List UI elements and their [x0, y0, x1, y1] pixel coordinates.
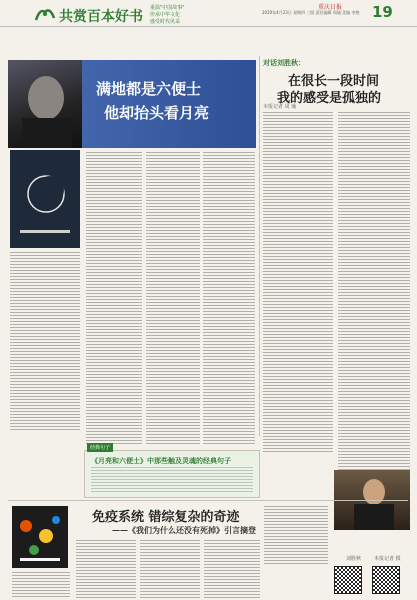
horizontal-divider: [8, 500, 408, 501]
feature-text-col-3: [146, 152, 200, 444]
quote-label: 经典句子: [87, 443, 113, 452]
quote-title: 《月亮和六便士》中那些触及灵魂的经典句子: [91, 456, 231, 465]
bottom-text-left: [12, 572, 70, 598]
book-cover-image: [10, 150, 80, 248]
interview-headline-1: 在很长一段时间: [288, 74, 380, 89]
bottom-text-col-1: [76, 540, 136, 598]
section-logo-text: 共赏百本好书: [59, 9, 143, 25]
logo-icon: [34, 6, 56, 22]
interview-headline-2: 我的感受是孤独的: [277, 91, 382, 106]
bottom-text-col-2: [140, 540, 200, 598]
section-subtitle-2: 传承中华文化: [150, 12, 181, 18]
masthead: 重庆日报: [318, 4, 343, 11]
photo-caption: 刘胜秋: [346, 556, 362, 562]
interview-text-col-2: [338, 112, 410, 472]
section-subtitle-1: 重温"中国故事": [150, 5, 185, 11]
qr-code-2[interactable]: [372, 566, 400, 594]
feature-text-col-2: [86, 152, 142, 444]
column-divider: [259, 56, 260, 436]
feature-headline-1: 满地都是六便士: [96, 80, 202, 98]
feature-banner: [8, 60, 256, 148]
interview-label: 对话刘胜秋：: [263, 59, 305, 67]
section-subtitle-3: 感受时代风采: [150, 19, 181, 25]
qr-code-1[interactable]: [334, 566, 362, 594]
photo-credit: 本报记者 摄: [374, 556, 401, 562]
author-portrait: [8, 60, 82, 148]
quote-box: [84, 445, 260, 498]
bottom-headline: 免疫系统 错综复杂的奇迹: [92, 510, 240, 525]
bottom-text-col-4: [264, 506, 328, 566]
feature-text-col-4: [203, 152, 255, 444]
feature-headline-2: 他却抬头看月亮: [104, 104, 210, 122]
bottom-book-cover: [12, 506, 68, 568]
interview-text-col-1: [263, 112, 333, 452]
interview-byline: 本报记者 周 瑜: [263, 104, 297, 110]
issue-meta: 2020年4月23日 星期四 三版 责任编辑 周瑜 美编 李艳: [262, 10, 360, 15]
bottom-subhead: ——《我们为什么还没有死掉》引言摘登: [112, 525, 256, 535]
quote-lines: [91, 467, 253, 493]
bottom-text-col-3: [204, 540, 260, 598]
feature-text-col-1: [10, 252, 80, 432]
page-number: 19: [372, 3, 393, 21]
header-bar: [0, 0, 417, 27]
